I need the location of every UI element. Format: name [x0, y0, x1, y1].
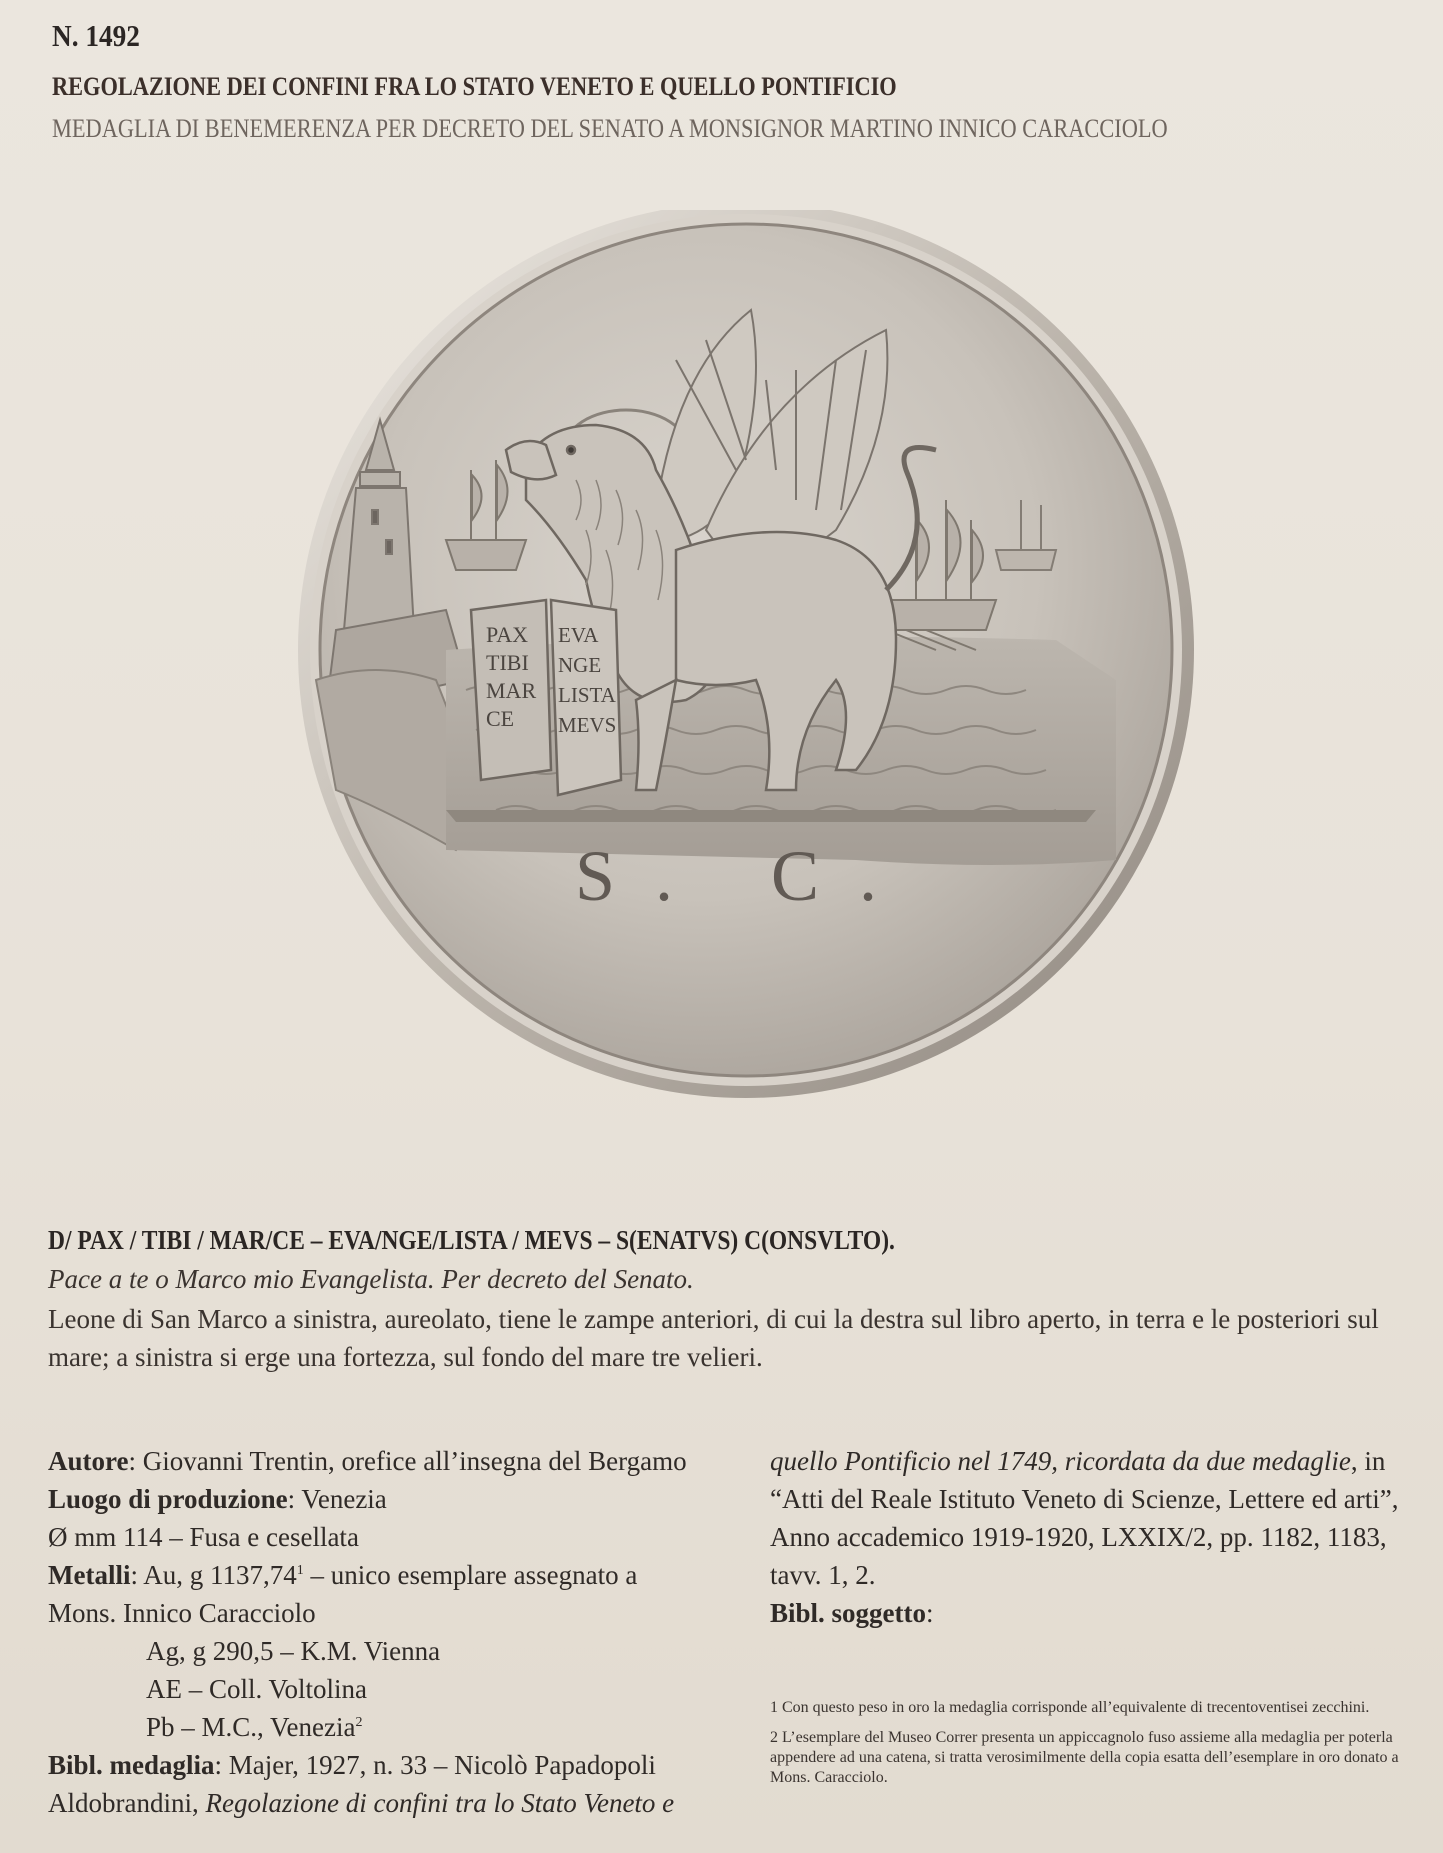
book-right-line: EVA [558, 623, 599, 647]
bibl-continuation-line4: tavv. 1, 2. [770, 1560, 876, 1590]
book-left-line: TIBI [486, 650, 529, 675]
page-title: REGOLAZIONE DEI CONFINI FRA LO STATO VENETO E QUELLO PONTIFICIO [52, 72, 897, 101]
obverse-legend: D/ PAX / TIBI / MAR/CE – EVA/NGE/LISTA / MEVS – S(ENATVS) C(ONSVLTO). [48, 1225, 895, 1255]
details-left-column [48, 1442, 748, 1822]
author-value: : Giovanni Trentin, orefice all’insegna del Bergamo [128, 1446, 687, 1476]
bibl-medal-author: Aldobrandini, [48, 1788, 206, 1818]
bibl-subject-value: : [926, 1598, 934, 1628]
metals-ag: Ag, g 290,5 – K.M. Vienna [146, 1636, 441, 1666]
place-label: Luogo di produzione [48, 1484, 288, 1514]
place-row [48, 1480, 748, 1518]
metals-row [48, 1556, 748, 1594]
metals-value: : Au, g 1137,74 [130, 1560, 297, 1590]
book-left-line: CE [486, 706, 515, 731]
diameter-row: Ø mm 114 – Fusa e cesellata [48, 1522, 359, 1552]
metals-pb-value: Pb – M.C., Venezia [146, 1712, 356, 1742]
medal-description: Leone di San Marco a sinistra, aureolato, tiene le zampe anteriori, di cui la destra sul libro aperto, in terra e le posteriori sul mare; a sinistra si erge una fortezza, sul fondo del mare tre velieri. [48, 1304, 1379, 1372]
bibl-work-title-cont: quello Pontificio nel 1749, ricordata da due medaglie [770, 1446, 1351, 1476]
bibl-continuation-line3: Anno accademico 1919-1920, LXXIX/2, pp. 1182, 1183, [770, 1522, 1387, 1552]
bibl-continuation-line2: “Atti del Reale Istituto Veneto di Scienze, Lettere ed arti”, [770, 1484, 1399, 1514]
footnote-ref-1[interactable]: 1 [296, 1563, 304, 1578]
book-left-line: PAX [486, 622, 528, 647]
book-right-line: LISTA [558, 683, 616, 707]
bibl-medal-line2 [48, 1784, 748, 1822]
open-book [471, 600, 621, 795]
metals-pb [48, 1708, 748, 1746]
book-right-line: MEVS [558, 713, 617, 737]
place-value: : Venezia [287, 1484, 387, 1514]
bibl-line1-rest: , in [1350, 1446, 1386, 1476]
book-right-line: NGE [558, 653, 602, 677]
footnote-ref-2[interactable]: 2 [355, 1715, 363, 1730]
catalog-number: N. 1492 [52, 18, 140, 53]
exergue-inscription: S. C. [574, 836, 918, 916]
metals-label: Metalli [48, 1560, 131, 1590]
footnote-1: 1 Con questo peso in oro la medaglia corrisponde all’equivalente di trecentoventisei zecchini. [770, 1699, 1370, 1716]
ground-line [446, 810, 1096, 822]
bibl-medal-label: Bibl. medaglia [48, 1750, 215, 1780]
metals-ae: AE – Coll. Voltolina [146, 1674, 368, 1704]
bibl-medal-work-title: Regolazione di confini tra lo Stato Veneto e [205, 1788, 675, 1818]
book-left-line: MAR [486, 678, 537, 703]
bibl-subject-label: Bibl. soggetto [770, 1598, 927, 1628]
author-row [48, 1442, 748, 1480]
bibl-subject-row [770, 1594, 1430, 1632]
metals-value-rest: – unico esemplare assegnato a [303, 1560, 638, 1590]
author-label: Autore [48, 1446, 129, 1476]
details-right-column [770, 1442, 1430, 1632]
bibl-continuation-line1 [770, 1442, 1430, 1480]
medal-image [296, 210, 1196, 1110]
bibl-medal-value: : Majer, 1927, n. 33 – Nicolò Papadopoli [214, 1750, 656, 1780]
medal-illustration [296, 210, 1196, 1110]
footnote-2: 2 L’esemplare del Museo Correr presenta un appiccagnolo fuso assieme alla medaglia per poterla appendere ad una catena, si tratta verosimilmente della copia esatta dell’esemplare in oro donato a Mons. Caracciolo. [770, 1729, 1399, 1786]
legend-translation: Pace a te o Marco mio Evangelista. Per decreto del Senato. [48, 1264, 694, 1294]
bibl-medal-row [48, 1746, 748, 1784]
metals-line2: Mons. Innico Caracciolo [48, 1598, 316, 1628]
page-subtitle: MEDAGLIA DI BENEMERENZA PER DECRETO DEL SENATO A MONSIGNOR MARTINO INNICO CARACCIOLO [52, 114, 1168, 143]
footnotes [770, 1698, 1430, 1798]
